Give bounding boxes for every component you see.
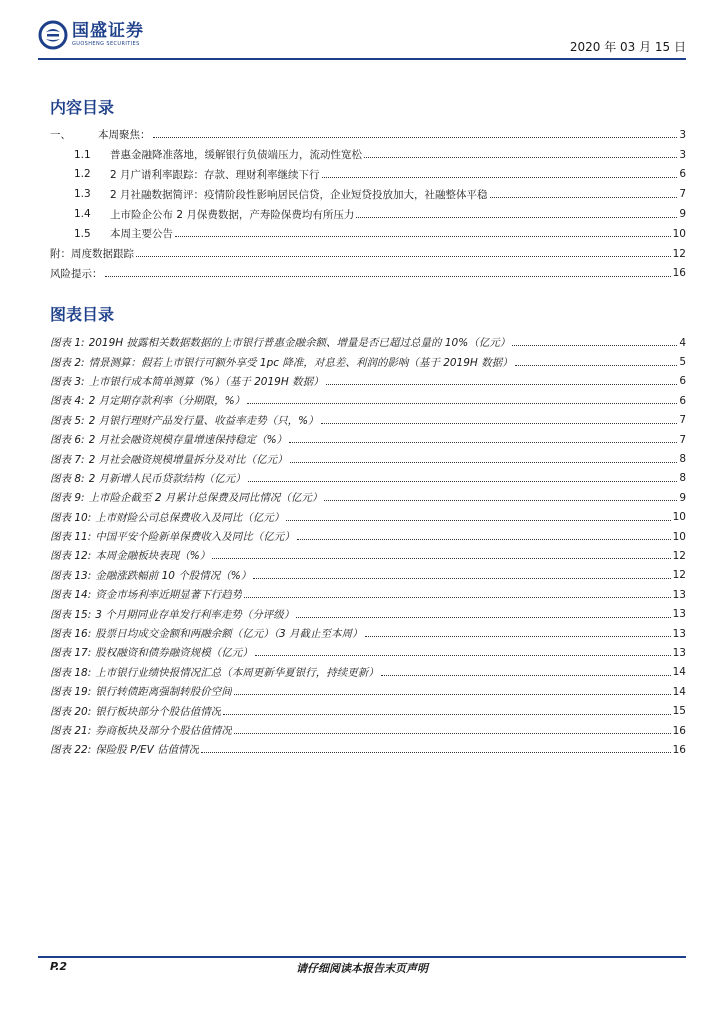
toc-entry-number: 1.3 [74,188,91,201]
figure-entry-page: 13 [672,627,686,640]
toc-entry-page: 12 [672,247,686,260]
figure-list [50,333,686,760]
figure-entry-label: 图表 2: [50,356,85,369]
figure-entry-page: 13 [672,608,686,621]
figure-entry-page: 14 [672,666,686,679]
dot-leader [297,539,671,540]
footer-divider [38,956,686,958]
figure-entry[interactable] [50,352,686,371]
figure-entry[interactable] [50,721,686,740]
figure-entry-label: 图表 3: [50,375,85,388]
figure-entry-text: 2019H 披露相关数据数据的上市银行普惠金融余额、增量是否已超过总量的 10%（亿元） [88,337,511,350]
figure-entry-label: 图表 18: [50,666,92,679]
figure-entry-text: 券商板块及部分个股估值情况 [95,725,232,737]
figure-entry-page: 12 [672,549,686,562]
toc-entry[interactable] [50,165,686,185]
figure-entry-label: 图表 14: [50,589,92,602]
figure-entry[interactable] [50,488,686,507]
figure-entry-page: 8 [679,453,686,466]
figure-entry-text: 3 个月期同业存单发行利率走势（分评级） [95,608,295,621]
figure-entry-label: 图表 13: [50,569,92,582]
figure-entry-page: 13 [672,646,686,659]
figure-entry-label: 图表 6: [50,434,85,447]
figure-entry-text: 股权融资和债券融资规模（亿元） [95,647,253,660]
figure-entry-page: 9 [679,491,686,504]
figure-entry-label: 图表 8: [50,472,85,485]
figure-entry[interactable] [50,546,686,565]
figure-entry-page: 13 [672,588,686,601]
dot-leader [356,217,677,218]
figure-entry-page: 10 [672,530,686,543]
table-of-contents [50,125,686,283]
figure-entry-page: 7 [679,414,686,427]
toc-entry-number: 1.5 [74,227,91,240]
figure-entry-text: 上市银行成本简单测算（%）（基于 2019H 数据） [88,375,324,388]
figure-entry-label: 图表 7: [50,453,85,466]
figure-entry[interactable] [50,449,686,468]
brand-logo [38,20,144,50]
figure-entry-page: 7 [679,433,686,446]
toc-entry[interactable] [50,244,686,264]
figure-entry-label: 图表 22: [50,744,92,757]
dot-leader [512,345,677,346]
toc-entry[interactable] [50,264,686,284]
figure-entry[interactable] [50,585,686,604]
dot-leader [321,423,678,424]
figure-entry-text: 2 月银行理财产品发行量、收益率走势（只，%） [88,414,319,427]
toc-entry-page: 3 [679,128,686,141]
figure-entry-label: 图表 15: [50,608,92,621]
dot-leader [234,733,671,734]
page-number: P.2 [50,960,68,973]
figure-entry[interactable] [50,701,686,720]
dot-leader [255,655,671,656]
figure-entry[interactable] [50,508,686,527]
page-header [38,18,688,58]
figure-entry-page: 6 [679,375,686,388]
dot-leader [289,442,677,443]
dot-leader [253,578,670,579]
figure-entry-text: 上市险企截至 2 月累计总保费及同比情况（亿元） [88,492,323,505]
figure-entry-page: 8 [679,472,686,485]
figure-entry-text: 2 月定期存款利率（分期限，%） [88,395,246,408]
dot-leader [244,597,670,598]
toc-entry-number: 1.4 [74,208,91,221]
dot-leader [201,752,671,753]
dot-leader [248,481,678,482]
figure-entry[interactable] [50,604,686,623]
toc-entry-page: 6 [679,168,686,181]
toc-entry-text: 本周主要公告 [110,228,173,241]
figure-entry-label: 图表 10: [50,511,92,524]
figure-entry-page: 4 [679,336,686,349]
figure-entry-text: 上市银行业绩快报情况汇总（本周更新华夏银行，持续更新） [95,666,379,679]
toc-entry-page: 9 [679,208,686,221]
figure-entry-label: 图表 5: [50,414,85,427]
dot-leader [153,137,678,138]
figure-entry-page: 16 [672,724,686,737]
disclaimer-note: 请仔细阅读本报告末页声明 [296,962,428,975]
dot-leader [381,675,671,676]
dot-leader [326,384,678,385]
dot-leader [364,157,677,158]
dot-leader [175,236,671,237]
toc-entry-page: 16 [672,267,686,280]
toc-entry-text: 附：周度数据跟踪 [50,248,134,261]
dot-leader [490,197,678,198]
header-divider [38,58,686,60]
toc-entry-text: 本周聚焦： [98,129,151,142]
dot-leader [247,403,677,404]
dot-leader [223,714,670,715]
figure-entry-label: 图表 20: [50,705,92,718]
figure-entry-label: 图表 19: [50,686,92,699]
brand-name-cn: 国盛证券 [72,21,144,41]
figure-entry-label: 图表 16: [50,628,92,641]
figure-entry-text: 2 月社会融资规模存量增速保持稳定（%） [88,434,288,447]
toc-entry-text: 2 月社融数据简评：疫情阶段性影响居民信贷，企业短贷投放加大，社融整体平稳 [110,188,488,201]
figure-entry[interactable] [50,430,686,449]
figure-entry-text: 资金市场利率近期显著下行趋势 [95,589,243,602]
figure-entry-page: 10 [672,511,686,524]
toc-entry-page: 10 [672,227,686,240]
toc-entry-text: 上市险企公布 2 月保费数据，产寿险保费均有所压力 [110,208,355,221]
figure-entry-page: 14 [672,685,686,698]
figure-entry-text: 保险股 P/EV 估值情况 [95,744,200,757]
figure-entry[interactable] [50,663,686,682]
figure-entry-text: 2 月社会融资规模增量拆分及对比（亿元） [88,453,288,466]
dot-leader [234,694,671,695]
figure-entry[interactable] [50,411,686,430]
figure-entry-text: 中国平安个险新单保费收入及同比（亿元） [95,531,295,544]
figure-entry[interactable] [50,624,686,643]
figure-entry-label: 图表 12: [50,550,92,563]
figure-entry[interactable] [50,469,686,488]
figure-entry-page: 6 [679,394,686,407]
figure-entry-label: 图表 4: [50,395,85,408]
brand-name-en: GUOSHENG SECURITIES [72,41,140,47]
figure-entry-label: 图表 17: [50,647,92,660]
dot-leader [296,617,670,618]
figure-entry-text: 情景测算：假若上市银行可额外享受 1pc 降准，对息差、利润的影响（基于 2019H 数据） [88,356,513,369]
report-date: 2020 年 03 月 15 日 [569,40,686,54]
toc-title: 内容目录 [50,98,115,117]
toc-entry-page: 3 [679,148,686,161]
figure-entry[interactable] [50,566,686,585]
toc-entry-text: 普惠金融降准落地，缓解银行负债端压力，流动性宽松 [110,149,362,162]
figure-list-title: 图表目录 [50,305,115,324]
dot-leader [365,636,671,637]
figure-entry-label: 图表 1: [50,337,85,350]
dot-leader [322,177,678,178]
dot-leader [290,462,678,463]
figure-entry-text: 银行板块部分个股估值情况 [95,705,222,718]
toc-entry-text: 风险提示： [50,267,103,280]
toc-entry-text: 2 月广谱利率跟踪：存款、理财利率继续下行 [110,168,320,181]
figure-entry-text: 2 月新增人民币贷款结构（亿元） [88,472,246,485]
figure-entry-text: 上市财险公司总保费收入及同比（亿元） [95,511,285,524]
figure-entry[interactable] [50,643,686,662]
figure-entry-text: 金融涨跌幅前 10 个股情况（%） [95,569,252,582]
figure-entry-text: 股票日均成交金额和两融余额（亿元）（3 月截止至本周） [95,628,363,641]
toc-entry[interactable] [50,204,686,224]
figure-entry[interactable] [50,333,686,352]
figure-entry-page: 15 [672,705,686,718]
figure-entry-label: 图表 11: [50,531,92,544]
figure-entry[interactable] [50,740,686,759]
figure-entry-label: 图表 9: [50,492,85,505]
toc-entry[interactable] [50,145,686,165]
figure-entry-label: 图表 21: [50,725,92,737]
dot-leader [105,276,671,277]
dot-leader [212,558,670,559]
figure-entry-page: 16 [672,743,686,756]
toc-entry-number: 一、 [50,129,71,142]
dot-leader [515,365,678,366]
figure-entry-text: 银行转债距离强制转股价空间 [95,686,232,699]
dot-leader [324,500,677,501]
figure-entry-page: 5 [679,356,686,369]
dot-leader [136,256,671,257]
dot-leader [286,520,670,521]
figure-entry[interactable] [50,682,686,701]
figure-entry-text: 本周金融板块表现（%） [95,550,211,563]
toc-entry-number: 1.2 [74,168,91,181]
figure-entry[interactable] [50,527,686,546]
toc-entry-number: 1.1 [74,148,91,161]
toc-entry-page: 7 [679,188,686,201]
figure-entry[interactable] [50,391,686,410]
figure-entry[interactable] [50,372,686,391]
toc-entry[interactable] [50,184,686,204]
figure-entry-page: 12 [672,569,686,582]
toc-entry[interactable] [50,224,686,244]
toc-entry[interactable] [50,125,686,145]
guosheng-logo-icon [38,20,68,50]
